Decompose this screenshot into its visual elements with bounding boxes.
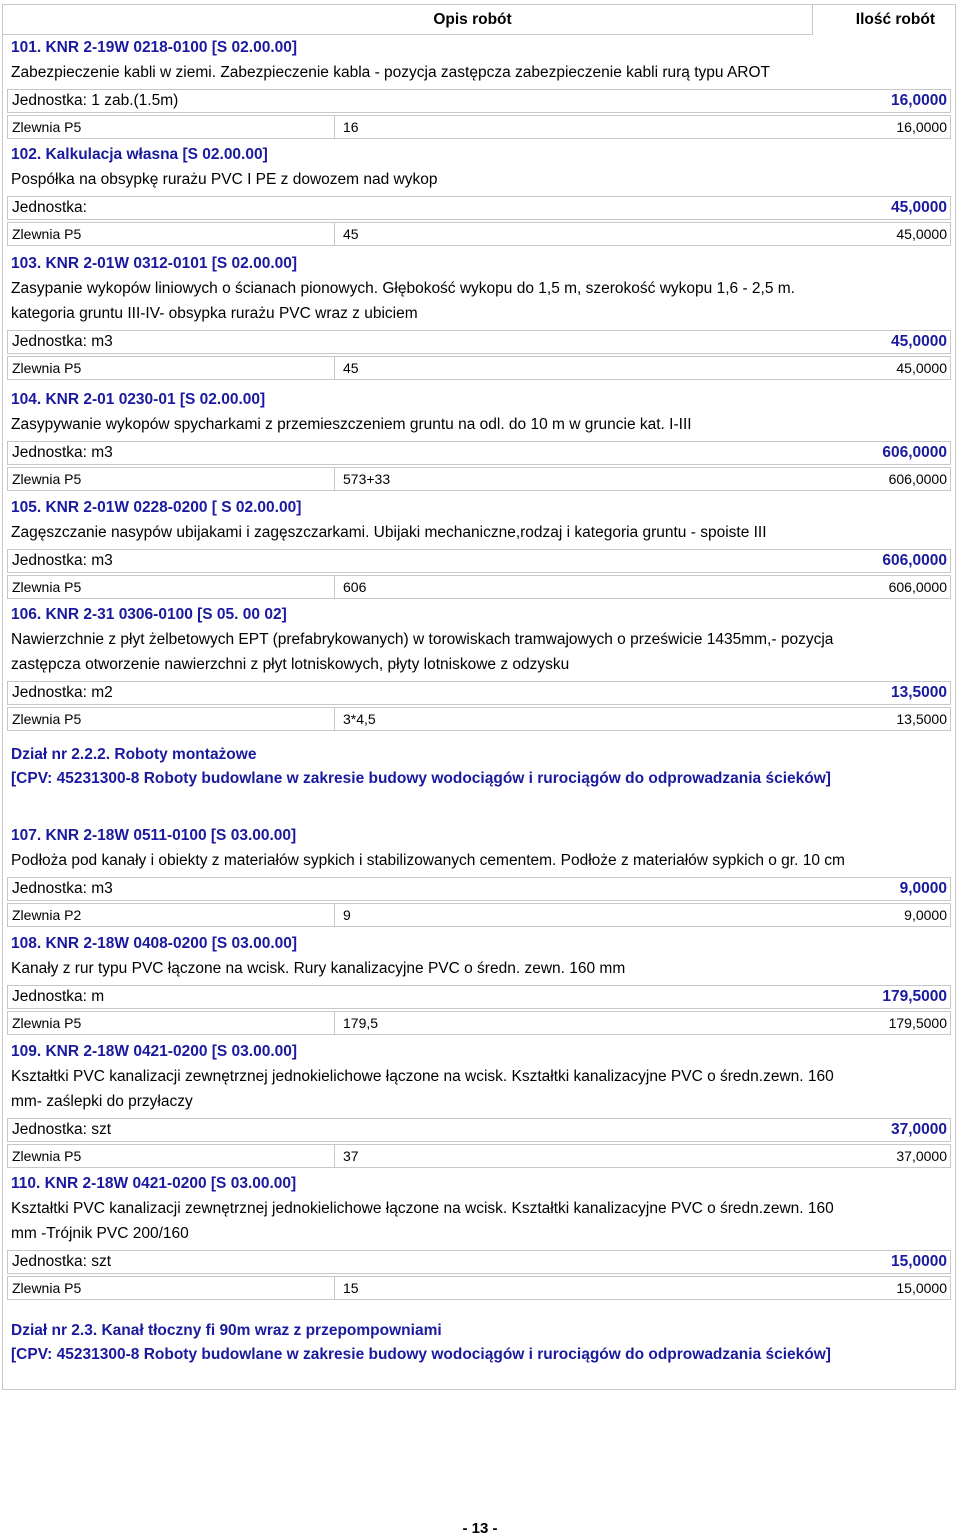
- unit-quantity: 9,0000: [899, 880, 947, 897]
- zlewnia-row: [7, 1011, 951, 1035]
- item-heading: 105. KNR 2-01W 0228-0200 [ S 02.00.00]: [11, 499, 302, 516]
- unit-row: [7, 985, 951, 1009]
- zlewnia-formula: 15: [334, 1277, 359, 1299]
- zlewnia-name: Zlewnia P5: [12, 711, 82, 727]
- zlewnia-name: Zlewnia P5: [12, 119, 82, 135]
- zlewnia-name: Zlewnia P2: [12, 907, 82, 923]
- item-description: Podłoża pod kanały i obiekty z materiałów sypkich i stabilizowanych cementem. Podłoże z materiałów sypkich o gr. 10 cm: [11, 852, 845, 869]
- zlewnia-row: [7, 1144, 951, 1168]
- item-heading: 107. KNR 2-18W 0511-0100 [S 03.00.00]: [11, 827, 297, 844]
- item-description: kategoria gruntu III-IV- obsypka rurażu PVC wraz z ubiciem: [11, 305, 418, 322]
- zlewnia-formula: 9: [334, 904, 351, 926]
- zlewnia-formula: 16: [334, 116, 359, 138]
- unit-quantity: 606,0000: [882, 552, 947, 569]
- unit-row: [7, 441, 951, 465]
- item-description: mm- zaślepki do przyłaczy: [11, 1093, 193, 1110]
- unit-row: [7, 330, 951, 354]
- item-description: Zasypanie wykopów liniowych o ścianach pionowych. Głębokość wykopu do 1,5 m, szerokość wykopu 1,6 - 2,5 m.: [11, 280, 795, 297]
- unit-quantity: 37,0000: [890, 1121, 947, 1138]
- unit-row: [7, 1118, 951, 1142]
- zlewnia-row: [7, 356, 951, 380]
- item-heading: 106. KNR 2-31 0306-0100 [S 05. 00 02]: [11, 606, 287, 623]
- item-heading: 103. KNR 2-01W 0312-0101 [S 02.00.00]: [11, 255, 298, 272]
- section-title: Dział nr 2.3. Kanał tłoczny fi 90m wraz z przepompowniami: [11, 1322, 442, 1339]
- zlewnia-name: Zlewnia P5: [12, 1280, 82, 1296]
- unit-quantity: 45,0000: [890, 199, 947, 216]
- unit-label: Jednostka:: [12, 199, 87, 216]
- item-heading: 109. KNR 2-18W 0421-0200 [S 03.00.00]: [11, 1043, 298, 1060]
- zlewnia-quantity: 13,5000: [896, 711, 947, 727]
- unit-label: Jednostka: m3: [12, 444, 113, 461]
- page-number: - 13 -: [462, 1520, 498, 1537]
- item-description: Zagęszczanie nasypów ubijakami i zagęszczarkami. Ubijaki mechaniczne,rodzaj i kategoria gruntu - spoiste III: [11, 524, 767, 541]
- item-description: Zabezpieczenie kabli w ziemi. Zabezpieczenie kabla - pozycja zastępcza zabezpieczenie kabli rurą typu AROT: [11, 64, 771, 81]
- unit-quantity: 45,0000: [890, 333, 947, 350]
- zlewnia-quantity: 606,0000: [888, 579, 947, 595]
- item-description: Nawierzchnie z płyt żelbetowych EPT (prefabrykowanych) w torowiskach tramwajowych o prześwicie 1435mm,- pozycja: [11, 631, 834, 648]
- zlewnia-quantity: 45,0000: [896, 226, 947, 242]
- unit-label: Jednostka: m3: [12, 552, 113, 569]
- item-description: Kanały z rur typu PVC łączone na wcisk. Rury kanalizacyjne PVC o średn. zewn. 160 mm: [11, 960, 626, 977]
- item-heading: 110. KNR 2-18W 0421-0200 [S 03.00.00]: [11, 1175, 297, 1192]
- item-heading: 102. Kalkulacja własna [S 02.00.00]: [11, 146, 268, 163]
- item-description: zastępcza otworzenie nawierzchni z płyt lotniskowych, płyty lotniskowe z odzysku: [11, 656, 570, 673]
- unit-quantity: 606,0000: [882, 444, 947, 461]
- zlewnia-quantity: 606,0000: [888, 471, 947, 487]
- zlewnia-name: Zlewnia P5: [12, 360, 82, 376]
- zlewnia-quantity: 37,0000: [896, 1148, 947, 1164]
- section-cpv: [CPV: 45231300-8 Roboty budowlane w zakresie budowy wodociągów i rurociągów do odprowadzania ścieków]: [11, 1346, 831, 1363]
- unit-row: [7, 681, 951, 705]
- unit-row: [7, 196, 951, 220]
- section-cpv: [CPV: 45231300-8 Roboty budowlane w zakresie budowy wodociągów i rurociągów do odprowadzania ścieków]: [11, 770, 831, 787]
- zlewnia-quantity: 45,0000: [896, 360, 947, 376]
- unit-row: [7, 1250, 951, 1274]
- zlewnia-row: [7, 1276, 951, 1300]
- item-description: Kształtki PVC kanalizacji zewnętrznej jednokielichowe łączone na wcisk. Kształtki kanalizacyjne PVC o średn.zewn. 160: [11, 1200, 834, 1217]
- unit-row: [7, 89, 951, 113]
- unit-label: Jednostka: szt: [12, 1253, 112, 1270]
- item-heading: 104. KNR 2-01 0230-01 [S 02.00.00]: [11, 391, 266, 408]
- zlewnia-row: [7, 903, 951, 927]
- unit-row: [7, 877, 951, 901]
- zlewnia-formula: 37: [334, 1145, 359, 1167]
- zlewnia-quantity: 179,5000: [888, 1015, 947, 1031]
- unit-quantity: 179,5000: [882, 988, 947, 1005]
- header-description: Opis robót: [3, 5, 813, 35]
- unit-quantity: 13,5000: [890, 684, 947, 701]
- zlewnia-quantity: 9,0000: [904, 907, 947, 923]
- unit-quantity: 15,0000: [890, 1253, 947, 1270]
- zlewnia-name: Zlewnia P5: [12, 1148, 82, 1164]
- zlewnia-name: Zlewnia P5: [12, 226, 82, 242]
- zlewnia-name: Zlewnia P5: [12, 1015, 82, 1031]
- item-description: mm -Trójnik PVC 200/160: [11, 1225, 189, 1242]
- unit-label: Jednostka: m: [12, 988, 105, 1005]
- item-description: Pospółka na obsypkę rurażu PVC I PE z dowozem nad wykop: [11, 171, 438, 188]
- zlewnia-formula: 573+33: [334, 468, 390, 490]
- unit-row: [7, 549, 951, 573]
- unit-label: Jednostka: 1 zab.(1.5m): [12, 92, 179, 109]
- zlewnia-formula: 3*4,5: [334, 708, 376, 730]
- document-page: [2, 4, 956, 1390]
- item-description: Zasypywanie wykopów spycharkami z przemieszczeniem gruntu na odl. do 10 m w gruncie kat. I-III: [11, 416, 692, 433]
- zlewnia-formula: 179,5: [334, 1012, 378, 1034]
- zlewnia-formula: 45: [334, 357, 359, 379]
- item-description: Kształtki PVC kanalizacji zewnętrznej jednokielichowe łączone na wcisk. Kształtki kanalizacyjne PVC o średn.zewn. 160: [11, 1068, 834, 1085]
- zlewnia-row: [7, 467, 951, 491]
- zlewnia-quantity: 15,0000: [896, 1280, 947, 1296]
- unit-label: Jednostka: m2: [12, 684, 113, 701]
- item-heading: 108. KNR 2-18W 0408-0200 [S 03.00.00]: [11, 935, 298, 952]
- unit-quantity: 16,0000: [890, 92, 947, 109]
- unit-label: Jednostka: m3: [12, 880, 113, 897]
- unit-label: Jednostka: m3: [12, 333, 113, 350]
- item-heading: 101. KNR 2-19W 0218-0100 [S 02.00.00]: [11, 39, 298, 56]
- zlewnia-formula: 606: [334, 576, 366, 598]
- section-title: Dział nr 2.2.2. Roboty montażowe: [11, 746, 257, 763]
- zlewnia-row: [7, 575, 951, 599]
- zlewnia-name: Zlewnia P5: [12, 471, 82, 487]
- zlewnia-name: Zlewnia P5: [12, 579, 82, 595]
- zlewnia-row: [7, 222, 951, 246]
- zlewnia-formula: 45: [334, 223, 359, 245]
- zlewnia-quantity: 16,0000: [896, 119, 947, 135]
- zlewnia-row: [7, 115, 951, 139]
- zlewnia-row: [7, 707, 951, 731]
- header-quantity: Ilość robót: [855, 11, 935, 28]
- unit-label: Jednostka: szt: [12, 1121, 112, 1138]
- table-header: [3, 5, 955, 35]
